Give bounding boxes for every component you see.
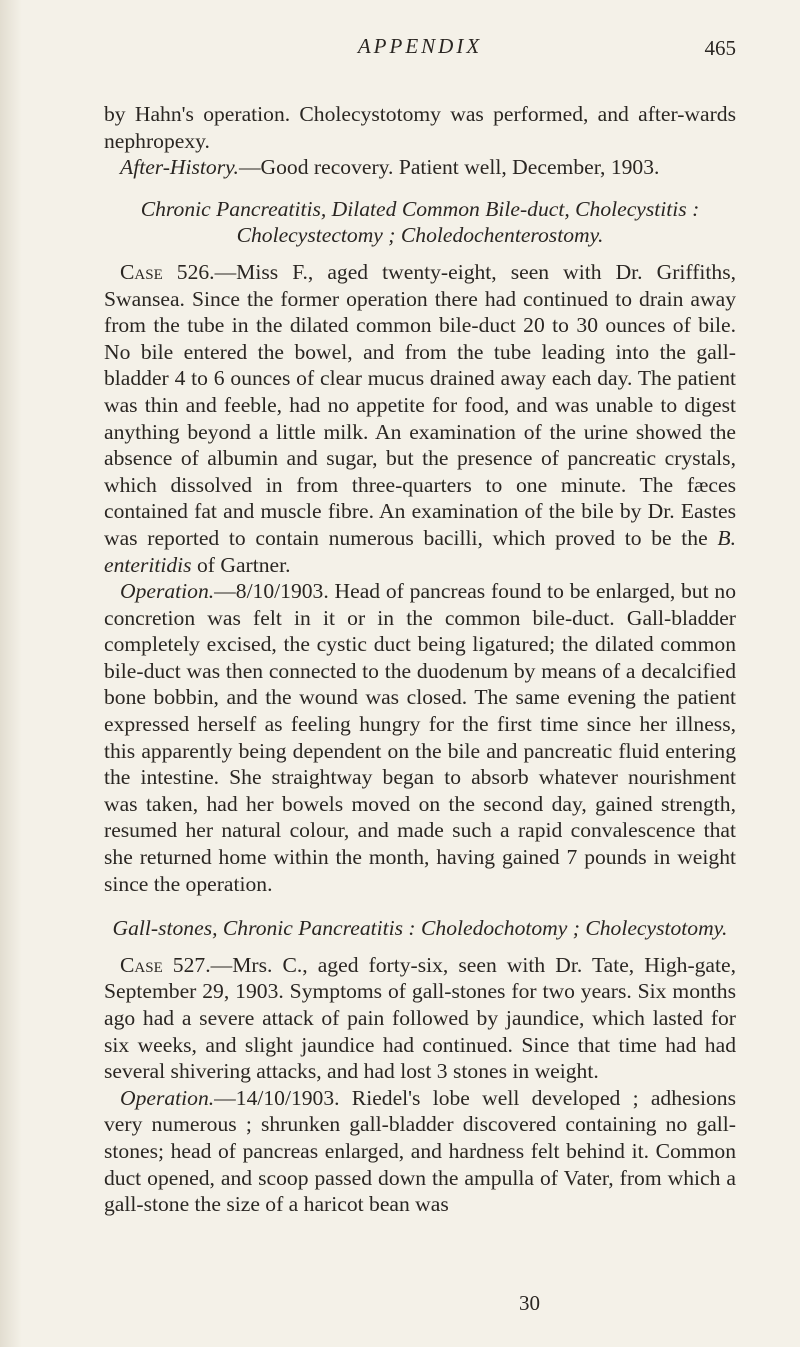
paragraph-operation-526 (104, 578, 736, 897)
case-526-end: of Gartner. (196, 552, 291, 577)
page-edge-shadow (0, 0, 22, 1347)
operation-527-text: —14/10/1903. Riedel's lobe well developed ; adhesions very numerous ; shrunken gall-bladder discovered containing no gall-stones; head of pancreas enlarged, and hardness felt behind it. Common duct opened, and scoop passed down the ampulla of Vater, from which a gall-stone the size of a haricot bean was (104, 1085, 736, 1217)
paragraph-case-527 (104, 952, 736, 1085)
running-title: APPENDIX (357, 34, 483, 58)
paragraph-after-history (104, 154, 736, 181)
after-history-text: —Good recovery. Patient well, December, 1903. (238, 155, 660, 180)
paragraph-operation-527 (104, 1085, 736, 1218)
paragraph-continuation: by Hahn's operation. Cholecystotomy was performed, and after-wards nephropexy. (104, 102, 736, 153)
after-history-label: After-History. (120, 155, 239, 180)
case-526-label: Case 526. (120, 259, 215, 284)
case-527-text: —Mrs. C., aged forty-six, seen with Dr. Tate, High-gate, September 29, 1903. Symptoms of gall-stones for two years. Six months ago had a severe attack of pain followed by jaundice, which lasted for six weeks, and slight jaundice had continued. Since that time had had several shivering attacks, and had lost 3 stones in weight. (104, 952, 736, 1084)
running-head (104, 34, 736, 74)
section-heading-1: Chronic Pancreatitis, Dilated Common Bile-duct, Cholecystitis : Cholecystectomy ; Choledochenterostomy. (140, 196, 700, 248)
catchword: 30 (519, 1291, 540, 1315)
case-526-text: —Miss F., aged twenty-eight, seen with Dr. Griffiths, Swansea. Since the former operation there had continued to drain away from the tube in the dilated common bile-duct 20 to 30 ounces of bile. No bile entered the bowel, and from the tube leading into the gall-bladder 4 to 6 ounces of clear mucus drained away each day. The patient was thin and feeble, had no appetite for food, and was unable to digest anything beyond a little milk. An examination of the urine showed the absence of albumin and sugar, but the presence of pancreatic crystals, which dissolved in from three-quarters to one minute. The fæces contained fat and muscle fibre. An examination of the bile by Dr. Eastes was reported to contain numerous bacilli, which proved to be the (104, 259, 736, 550)
operation-526-label: Operation. (120, 579, 215, 604)
section-heading-2: Gall-stones, Chronic Pancreatitis : Choledochotomy ; Cholecystotomy. (112, 916, 728, 941)
case-527-label: Case 527. (120, 952, 211, 977)
page-number: 465 (704, 36, 736, 60)
body-text (104, 101, 736, 1218)
paragraph-case-526 (104, 259, 736, 578)
case-526-italic: B. enteritidis (104, 525, 736, 577)
operation-526-text: —8/10/1903. Head of pancreas found to be enlarged, but no concretion was felt in it or in the common bile-duct. Gall-bladder completely excised, the cystic duct being ligatured; the dilated common bile-duct was then connected to the duodenum by means of a decalcified bone bobbin, and the wound was closed. The same evening the patient expressed herself as feeling hungry for the first time since her illness, this apparently being dependent on the bile and pancreatic fluid entering the intestine. She straightway began to absorb whatever nourishment was taken, had her bowels moved on the second day, gained strength, resumed her natural colour, and made such a rapid convalescence that she returned home within the month, having gained 7 pounds in weight since the operation. (104, 579, 736, 896)
operation-527-label: Operation. (120, 1085, 215, 1110)
